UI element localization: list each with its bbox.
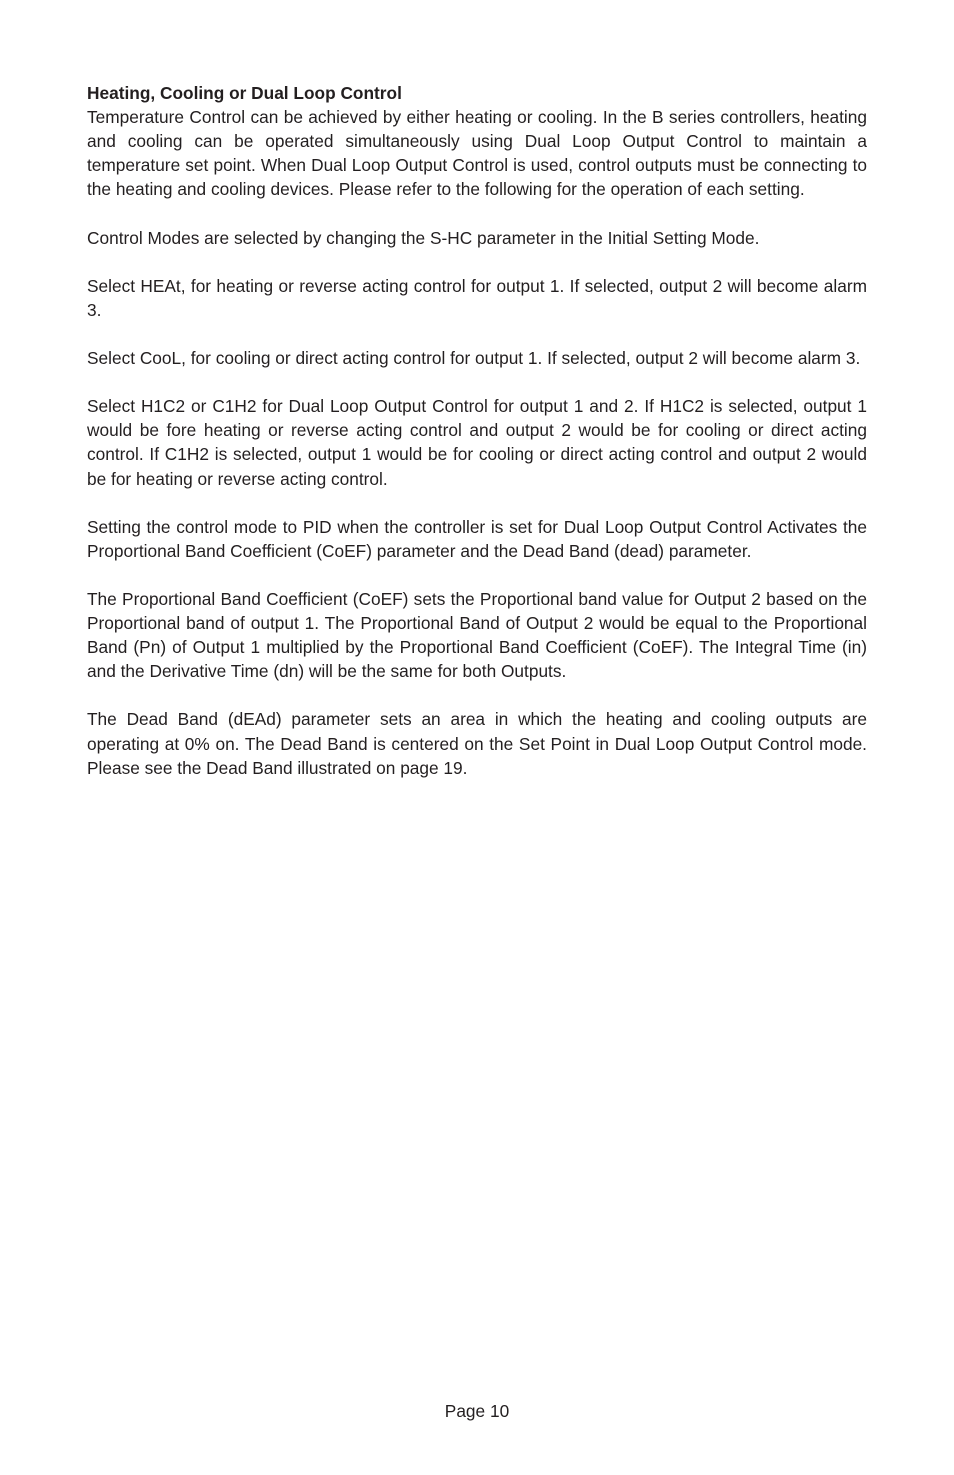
paragraph-control-modes: Control Modes are selected by changing the S-HC parameter in the Initial Setting Mode. bbox=[87, 227, 760, 248]
paragraph-dead-band: The Dead Band (dEAd) parameter sets an area in which the heating and cooling outputs are operating at 0% on. The Dead Band is centered on the Set Point in Dual Loop Output Control mode. Please see the Dead Band illustrated on page 19. bbox=[87, 709, 867, 778]
page-content bbox=[87, 81, 867, 804]
section-title: Heating, Cooling or Dual Loop Control bbox=[87, 83, 402, 103]
paragraph-coef: The Proportional Band Coefficient (CoEF) sets the Proportional band value for Output 2 based on the Proportional band of output 1. The Proportional Band of Output 2 would be equal to the Proportional Band (Pn) of Output 1 multiplied by the Proportional Band Coefficient (CoEF). The Integral Time (in) and the Derivative Time (dn) will be the same for both Outputs. bbox=[87, 588, 867, 682]
paragraph-dual-loop: Select H1C2 or C1H2 for Dual Loop Output Control for output 1 and 2. If H1C2 is selected, output 1 would be fore heating or reverse acting control and output 2 would be for cooling or direct acting control. If C1H2 is selected, output 1 would be for cooling or direct acting control and output 2 would be for heating or reverse acting control. bbox=[87, 396, 867, 489]
paragraph-pid: Setting the control mode to PID when the controller is set for Dual Loop Output Control Activates the Proportional Band Coefficient (CoEF) parameter and the Dead Band (dead) parameter. bbox=[87, 516, 867, 561]
page-number: Page 10 bbox=[444, 1401, 510, 1421]
paragraph-heat: Select HEAt, for heating or reverse acting control for output 1. If selected, output 2 will become alarm 3. bbox=[87, 275, 867, 320]
paragraph-intro: Temperature Control can be achieved by either heating or cooling. In the B series controllers, heating and cooling can be operated simultaneously using Dual Loop Output Control to maintain a temperature set point. When Dual Loop Output Control is used, control outputs must be connecting to the heating and cooling devices. Please refer to the following for the operation of each setting. bbox=[87, 107, 867, 200]
paragraph-cool: Select CooL, for cooling or direct acting control for output 1. If selected, output 2 will become alarm 3. bbox=[87, 348, 861, 369]
